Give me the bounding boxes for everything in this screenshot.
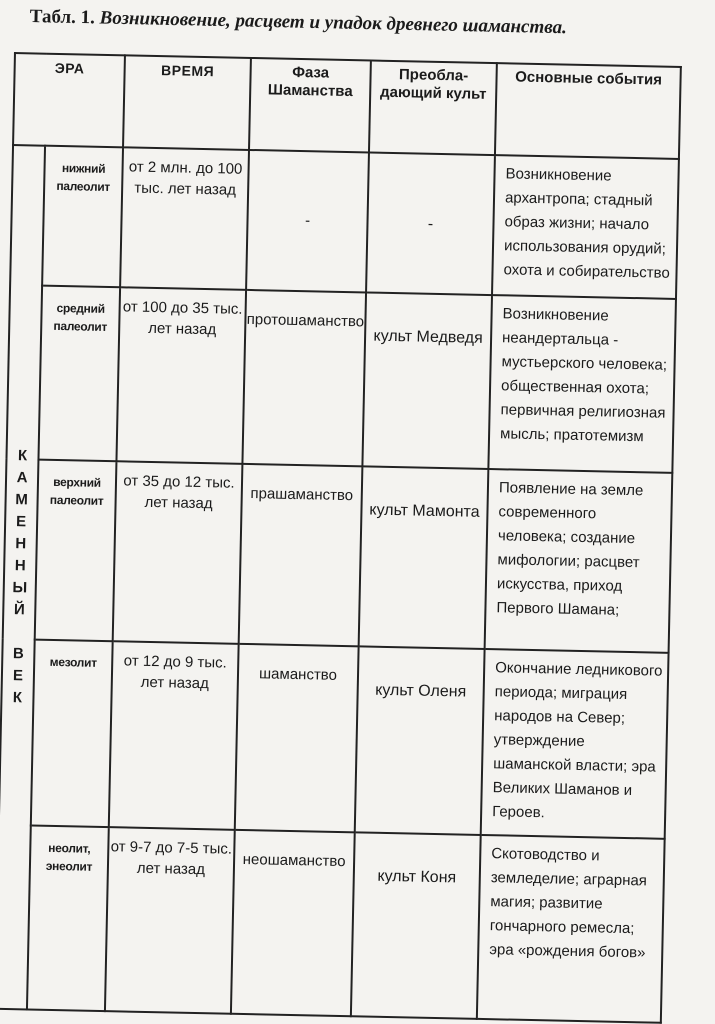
header-phase: Фаза Шаманства — [249, 58, 371, 152]
side-gap — [4, 621, 34, 644]
cell-time: от 35 до 12 тыс. лет назад — [113, 461, 243, 644]
cell-phase: протошаманство — [242, 290, 366, 466]
table-sheet — [0, 52, 682, 1024]
header-row — [13, 53, 681, 159]
side-letter: Е — [15, 513, 27, 531]
side-letter: Н — [15, 535, 27, 553]
cell-events: Скотоводство и земледелие; аграрная магия; развитие гончарного ремесла; эра «рождения богов» — [477, 835, 665, 1023]
side-letter: В — [12, 645, 24, 663]
cell-time: от 2 млн. до 100 тыс. лет назад — [120, 147, 249, 290]
side-letter: А — [16, 469, 28, 487]
table-row — [0, 639, 669, 839]
cell-phase: - — [246, 150, 369, 292]
cell-era: мезолит — [31, 640, 113, 828]
cell-events: Возникновение неандертальца - мустьерского человека; общественная охота; первичная религиозная мысль; пратотемизм — [488, 295, 676, 473]
side-letter: Н — [14, 557, 26, 575]
cell-events: Возникновение архантропа; стадный образ жизни; начало использования орудий; охота и собирательство — [492, 155, 679, 299]
cell-era: верхний палеолит — [35, 460, 117, 642]
table-row — [10, 145, 679, 299]
cell-cult: культ Оленя — [355, 646, 485, 835]
header-cult: Преобла-дающий культ — [369, 60, 497, 155]
cell-events: Появление на земле современного человека; создание мифологии; расцвет искусства, приход Первого Шамана; — [485, 469, 673, 653]
cell-events: Окончание ледникового периода; миграция народов на Север; утверждение шаманской власти; эра Великих Шаманов и Героев. — [481, 649, 669, 839]
cell-era: неолит, энеолит — [27, 826, 109, 1012]
header-events: Основные события — [495, 63, 681, 159]
table-row — [6, 285, 675, 473]
cell-cult: - — [366, 152, 495, 295]
table-row — [3, 459, 673, 653]
side-letter: Е — [12, 667, 24, 685]
caption-label: Табл. 1. — [29, 6, 96, 29]
header-time: ВРЕМЯ — [123, 55, 251, 150]
cell-cult: культ Медведя — [362, 292, 492, 469]
side-letter: К — [12, 689, 23, 707]
side-letter: Ы — [12, 579, 28, 597]
cell-era: средний палеолит — [38, 286, 120, 462]
cell-time: от 12 до 9 тыс. лет назад — [109, 641, 239, 830]
side-letter: Й — [13, 601, 25, 619]
table-caption — [30, 6, 690, 42]
cell-time: от 9-7 до 7-5 тыс. лет назад — [105, 827, 235, 1014]
cell-time: от 100 до 35 тыс. лет назад — [116, 287, 246, 464]
side-letter: М — [15, 491, 29, 509]
cell-era: нижний палеолит — [42, 146, 123, 288]
cell-phase: неошаманство — [231, 830, 355, 1016]
shamanism-table — [0, 52, 682, 1024]
cell-phase: шаманство — [235, 644, 359, 832]
cell-cult: культ Мамонта — [359, 466, 489, 649]
table-row — [0, 825, 665, 1023]
header-era: ЭРА — [13, 53, 125, 147]
side-letter: К — [17, 447, 28, 465]
caption-text: Возникновение, расцвет и упадок древнего шаманства. — [99, 7, 568, 39]
cell-cult: культ Коня — [351, 832, 481, 1019]
cell-phase: прашаманство — [239, 464, 363, 646]
